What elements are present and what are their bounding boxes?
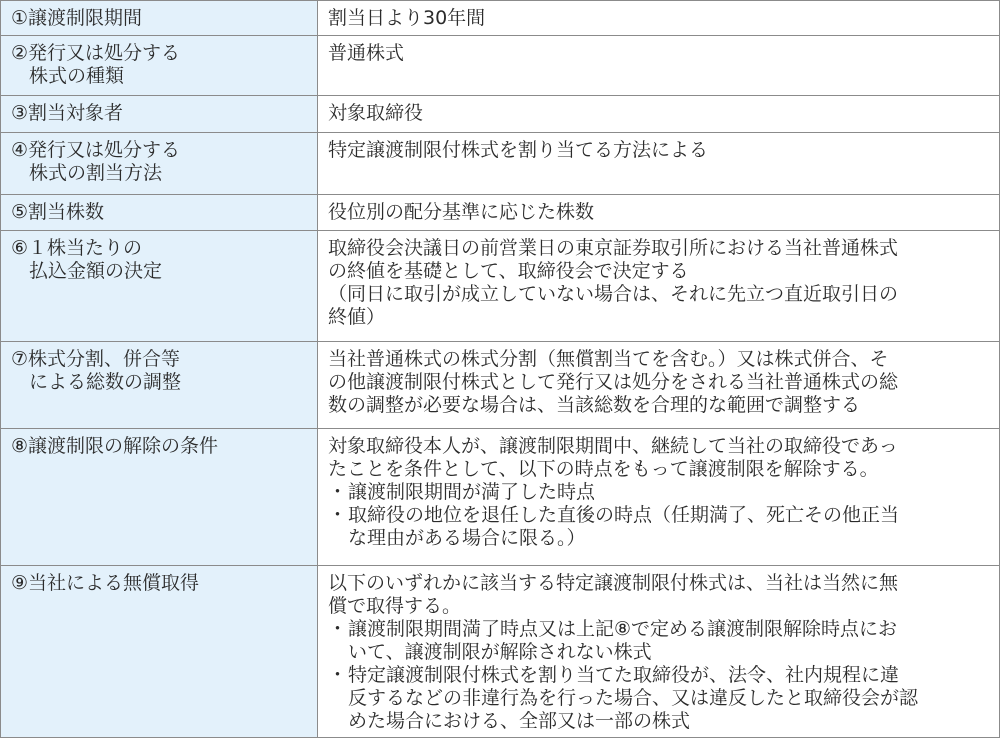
value-cell	[318, 342, 1000, 429]
item-label-continued: による総数の調整	[29, 371, 182, 393]
table-row	[1, 429, 1000, 566]
item-cell	[1, 1, 318, 36]
value-cell	[318, 566, 1000, 738]
item-label: ④発行又は処分する	[11, 139, 181, 161]
table-row	[1, 566, 1000, 738]
item-label: ⑨当社による無償取得	[11, 572, 200, 594]
value-text: 数の調整が必要な場合は、当該総数を合理的な範囲で調整する	[328, 394, 861, 416]
value-text: 取締役会決議日の前営業日の東京証券取引所における当社普通株式	[328, 237, 899, 259]
item-cell	[1, 195, 318, 231]
bullet-item	[328, 504, 989, 550]
value-text: 割当日より30年間	[328, 7, 486, 29]
table-row	[1, 342, 1000, 429]
item-label: ③割当対象者	[11, 102, 124, 124]
value-note: 終値）	[328, 306, 386, 328]
table-row	[1, 1, 1000, 36]
value-cell	[318, 195, 1000, 231]
table-row	[1, 231, 1000, 342]
item-cell	[1, 96, 318, 133]
value-text: 償で取得する。	[328, 595, 462, 617]
value-cell	[318, 36, 1000, 96]
bullet-marker: ・	[328, 618, 348, 640]
value-text: 対象取締役本人が、譲渡制限期間中、継続して当社の取締役であっ	[328, 435, 898, 457]
bullet-text-continued: いて、譲渡制限が解除されない株式	[348, 641, 652, 663]
value-text: 役位別の配分基準に応じた株数	[328, 201, 595, 223]
value-text: 普通株式	[328, 42, 405, 64]
bullet-marker: ・	[328, 504, 348, 526]
value-text: の終値を基礎として、取締役会で決定する	[328, 260, 689, 282]
value-text: 当社普通株式の株式分割（無償割当てを含む。）又は株式併合、そ	[328, 348, 889, 370]
bullet-text: 譲渡制限期間が満了した時点	[348, 481, 596, 503]
bullet-text: 譲渡制限期間満了時点又は上記⑧で定める譲渡制限解除時点にお	[348, 618, 898, 640]
item-cell	[1, 36, 318, 96]
table-row	[1, 195, 1000, 231]
bullet-text-continued: な理由がある場合に限る。）	[348, 527, 586, 549]
value-text: の他譲渡制限付株式として発行又は処分をされる当社普通株式の総	[328, 371, 899, 393]
value-cell	[318, 96, 1000, 133]
bullet-marker: ・	[328, 664, 348, 686]
bullet-item	[328, 481, 989, 504]
item-cell	[1, 429, 318, 566]
bullet-text: 取締役の地位を退任した直後の時点（任期満了、死亡その他正当	[348, 504, 900, 526]
value-cell	[318, 133, 1000, 195]
bullet-text-continued: めた場合における、全部又は一部の株式	[348, 710, 691, 732]
item-cell	[1, 133, 318, 195]
value-cell	[318, 429, 1000, 566]
value-text: 対象取締役	[328, 102, 424, 124]
bullet-text-continued: 反するなどの非違行為を行った場合、又は違反したと取締役会が認	[348, 687, 919, 709]
item-label: ①譲渡制限期間	[11, 7, 143, 29]
item-cell	[1, 342, 318, 429]
value-text: たことを条件として、以下の時点をもって譲渡制限を解除する。	[328, 458, 879, 480]
value-note: （同日に取引が成立していない場合は、それに先立つ直近取引日の	[328, 283, 899, 305]
value-cell	[318, 1, 1000, 36]
item-label: ⑦株式分割、併合等	[11, 348, 181, 370]
value-text: 特定譲渡制限付株式を割り当てる方法による	[328, 139, 709, 161]
item-label-continued: 株式の割当方法	[29, 162, 163, 184]
item-label: ⑤割当株数	[11, 201, 105, 223]
item-label: ⑥１株当たりの	[11, 237, 143, 259]
bullet-text: 特定譲渡制限付株式を割り当てた取締役が、法令、社内規程に違	[348, 664, 900, 686]
bullet-item	[328, 618, 989, 664]
item-label: ⑧譲渡制限の解除の条件	[11, 435, 219, 457]
item-cell	[1, 231, 318, 342]
value-text: 以下のいずれかに該当する特定譲渡制限付株式は、当社は当然に無	[328, 572, 899, 594]
item-label-continued: 払込金額の決定	[29, 260, 163, 282]
item-label-continued: 株式の種類	[29, 65, 125, 87]
bullet-marker: ・	[328, 481, 348, 503]
table-row	[1, 133, 1000, 195]
item-label: ②発行又は処分する	[11, 42, 181, 64]
bullet-item	[328, 664, 989, 733]
value-cell	[318, 231, 1000, 342]
table-row	[1, 96, 1000, 133]
table-row	[1, 36, 1000, 96]
item-cell	[1, 566, 318, 738]
